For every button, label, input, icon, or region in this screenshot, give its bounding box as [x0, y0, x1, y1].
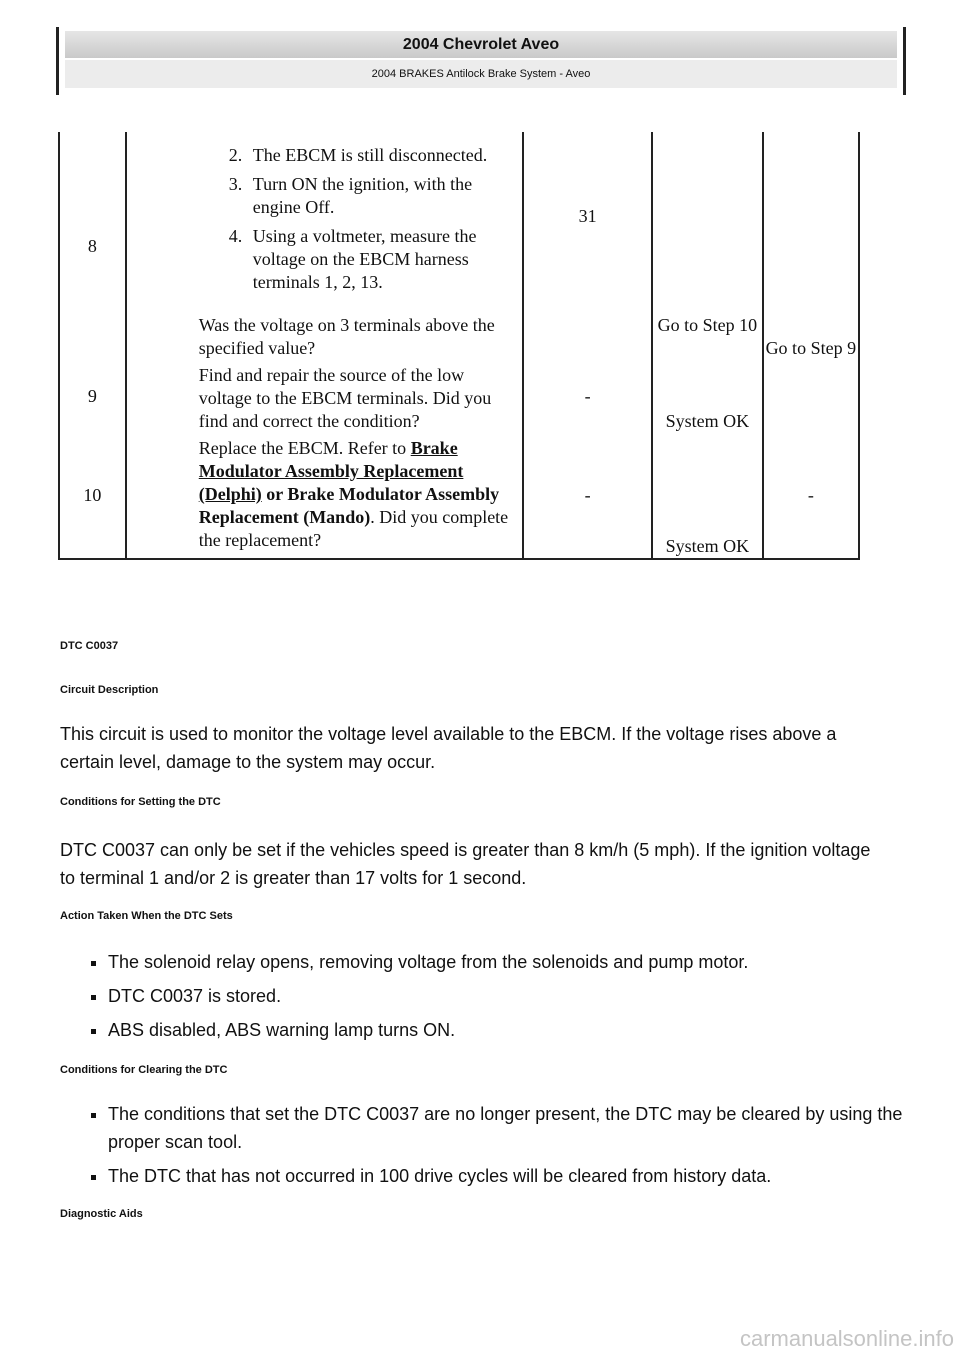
step-no [763, 132, 859, 300]
clearing-conditions-list [60, 1100, 928, 1196]
clearing-conditions-heading: Conditions for Clearing the DTC [60, 1064, 228, 1076]
step-no: Go to Step 9 [763, 300, 859, 360]
step-value: - [523, 360, 652, 433]
diagnostic-aids-heading: Diagnostic Aids [60, 1208, 143, 1220]
list-item: ▪ The solenoid relay opens, removing voltage from the solenoids and pump motor. [108, 948, 928, 976]
watermark: carmanualsonline.info [739, 1326, 954, 1351]
table-row [59, 132, 859, 300]
dtc-heading: DTC C0037 [60, 640, 119, 652]
setting-conditions-heading: Conditions for Setting the DTC [60, 796, 221, 808]
step-question: Was the voltage on 3 terminals above the specified value? [126, 300, 523, 360]
table-row [59, 300, 859, 360]
step-value-empty [523, 300, 652, 360]
step-number: 8 [59, 132, 126, 360]
list-item: ▪ The conditions that set the DTC C0037 are no longer present, the DTC may be cleared by using the proper scan tool. [108, 1100, 928, 1156]
step-yes: System OK [652, 360, 763, 433]
action-taken-list [60, 948, 928, 1050]
substep-list [127, 144, 522, 294]
step-no: - [763, 433, 859, 559]
circuit-description-heading: Circuit Description [60, 684, 159, 696]
link-mando-replacement[interactable]: Brake Modulator Assembly Replacement (Mando) [198, 484, 500, 527]
step-value: 31 [523, 132, 652, 300]
step-no [763, 360, 859, 433]
step-yes: Go to Step 10 [652, 300, 763, 360]
setting-conditions-text: DTC C0037 can only be set if the vehicles speed is greater than 8 km/h (5 mph). If the ignition voltage to terminal 1 and/or 2 is greater than 17 volts for 1 second. [60, 840, 871, 888]
page-header [56, 27, 906, 95]
list-item: 3. Turn ON the ignition, with the engine Off. [247, 173, 522, 219]
diagnostic-steps-table [58, 132, 860, 560]
table-row [59, 360, 859, 433]
list-item: 2. The EBCM is still disconnected. [247, 144, 522, 167]
list-item: ▪ ABS disabled, ABS warning lamp turns ON. [108, 1016, 928, 1044]
document-subtitle: 2004 BRAKES Antilock Brake System - Aveo [65, 60, 897, 88]
step-number: 9 [59, 360, 126, 433]
document-title: 2004 Chevrolet Aveo [65, 31, 897, 58]
step-yes [652, 132, 763, 300]
step-number: 10 [59, 433, 126, 559]
list-item: 4. Using a voltmeter, measure the voltage on the EBCM harness terminals 1, 2, 13. [247, 225, 522, 294]
step-value: - [523, 433, 652, 559]
action-taken-heading: Action Taken When the DTC Sets [60, 910, 233, 922]
link-delphi-replacement[interactable]: Brake Modulator Assembly Replacement (Delphi) [198, 438, 464, 504]
step-yes: System OK [652, 433, 763, 559]
list-item: ▪ DTC C0037 is stored. [108, 982, 928, 1010]
list-item: ▪ The DTC that has not occurred in 100 drive cycles will be cleared from history data. [108, 1162, 928, 1190]
step-action [126, 132, 523, 300]
step-action: Find and repair the source of the low voltage to the EBCM terminals. Did you find and correct the condition? [126, 360, 523, 433]
step-action: Replace the EBCM. Refer to Brake Modulator Assembly Replacement (Delphi) or Brake Modulator Assembly Replacement (Mando). Did you complete the replacement? [126, 433, 523, 559]
circuit-description-text: This circuit is used to monitor the voltage level available to the EBCM. If the voltage rises above a certain level, damage to the system may occur. [60, 724, 837, 772]
table-row [59, 433, 859, 559]
